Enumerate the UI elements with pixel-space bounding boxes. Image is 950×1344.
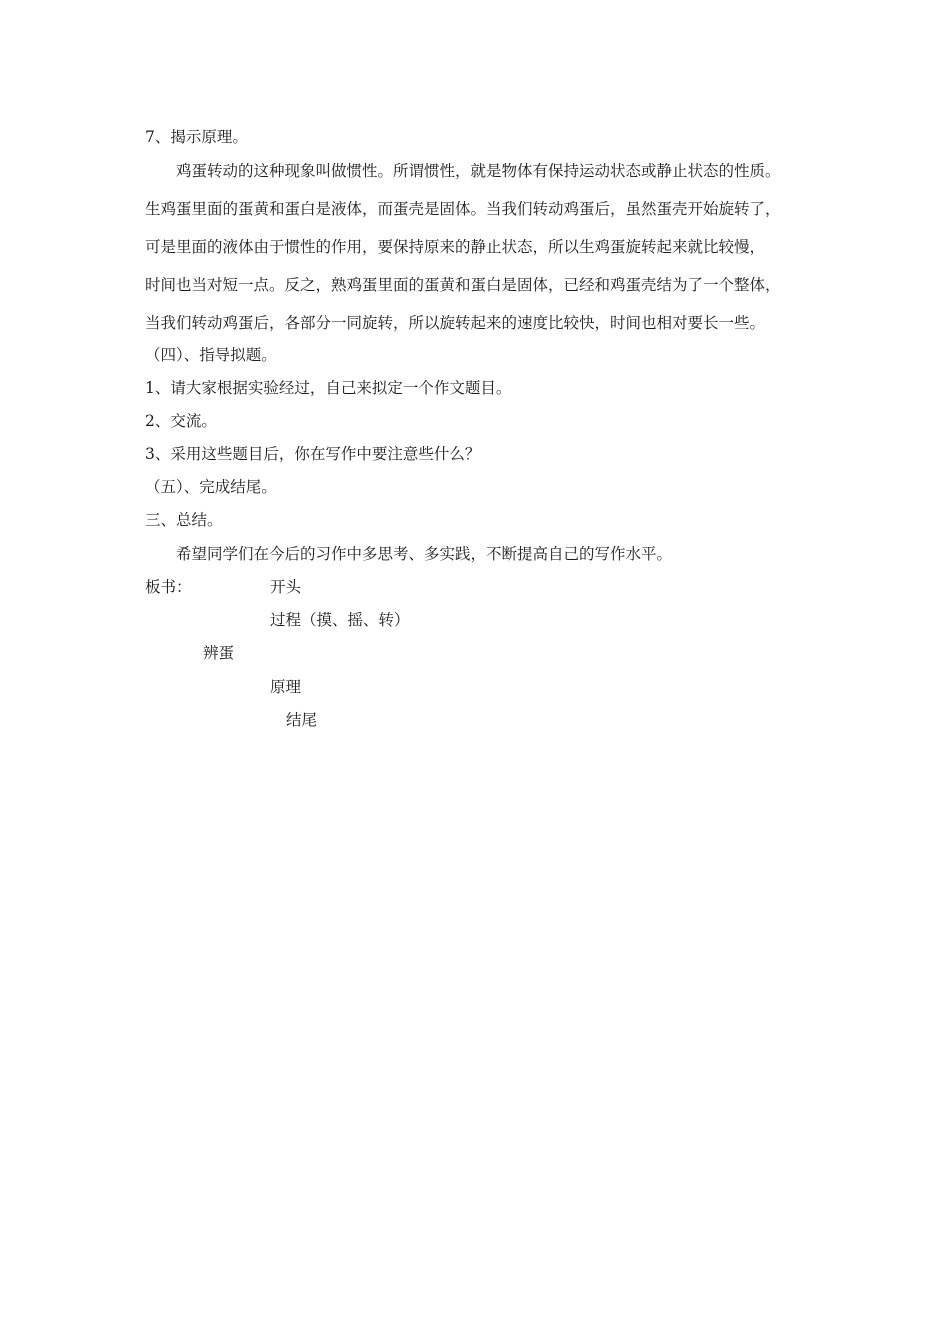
paragraph-line: 当我们转动鸡蛋后，各部分一同旋转，所以旋转起来的速度比较快，时间也相对要长一些。	[145, 314, 766, 332]
section-heading-5: （五）、完成结尾。	[145, 478, 277, 496]
paragraph-line: 可是里面的液体由于惯性的作用，要保持原来的静止状态，所以生鸡蛋旋转起来就比较慢，	[145, 238, 766, 256]
paragraph-line: 鸡蛋转动的这种现象叫做惯性。所谓惯性，就是物体有保持运动状态或静止状态的性质。	[176, 162, 781, 180]
board-item: 原理	[270, 678, 302, 696]
paragraph-line: 生鸡蛋里面的蛋黄和蛋白是液体，而蛋壳是固体。当我们转动鸡蛋后，虽然蛋壳开始旋转了，	[145, 200, 781, 218]
section-heading-4: （四）、指导拟题。	[145, 346, 277, 364]
list-item: 2、交流。	[145, 412, 217, 430]
board-item: 过程（摸、摇、转）	[270, 611, 410, 629]
section-heading-3: 三、总结。	[145, 511, 223, 529]
board-label: 板书：	[145, 578, 192, 596]
summary-paragraph: 希望同学们在今后的习作中多思考、多实践，不断提高自己的写作水平。	[176, 545, 673, 563]
list-item: 3、采用这些题目后，你在写作中要注意些什么？	[145, 445, 481, 463]
list-item: 1、请大家根据实验经过，自己来拟定一个作文题目。	[145, 379, 512, 397]
paragraph-line: 时间也当对短一点。反之，熟鸡蛋里面的蛋黄和蛋白是固体，已经和鸡蛋壳结为了一个整体，	[145, 276, 781, 294]
board-item: 结尾	[286, 711, 318, 729]
board-center-title: 辨蛋	[203, 644, 235, 662]
heading-reveal-principle: 7、揭示原理。	[145, 128, 248, 146]
board-item: 开头	[270, 578, 302, 596]
